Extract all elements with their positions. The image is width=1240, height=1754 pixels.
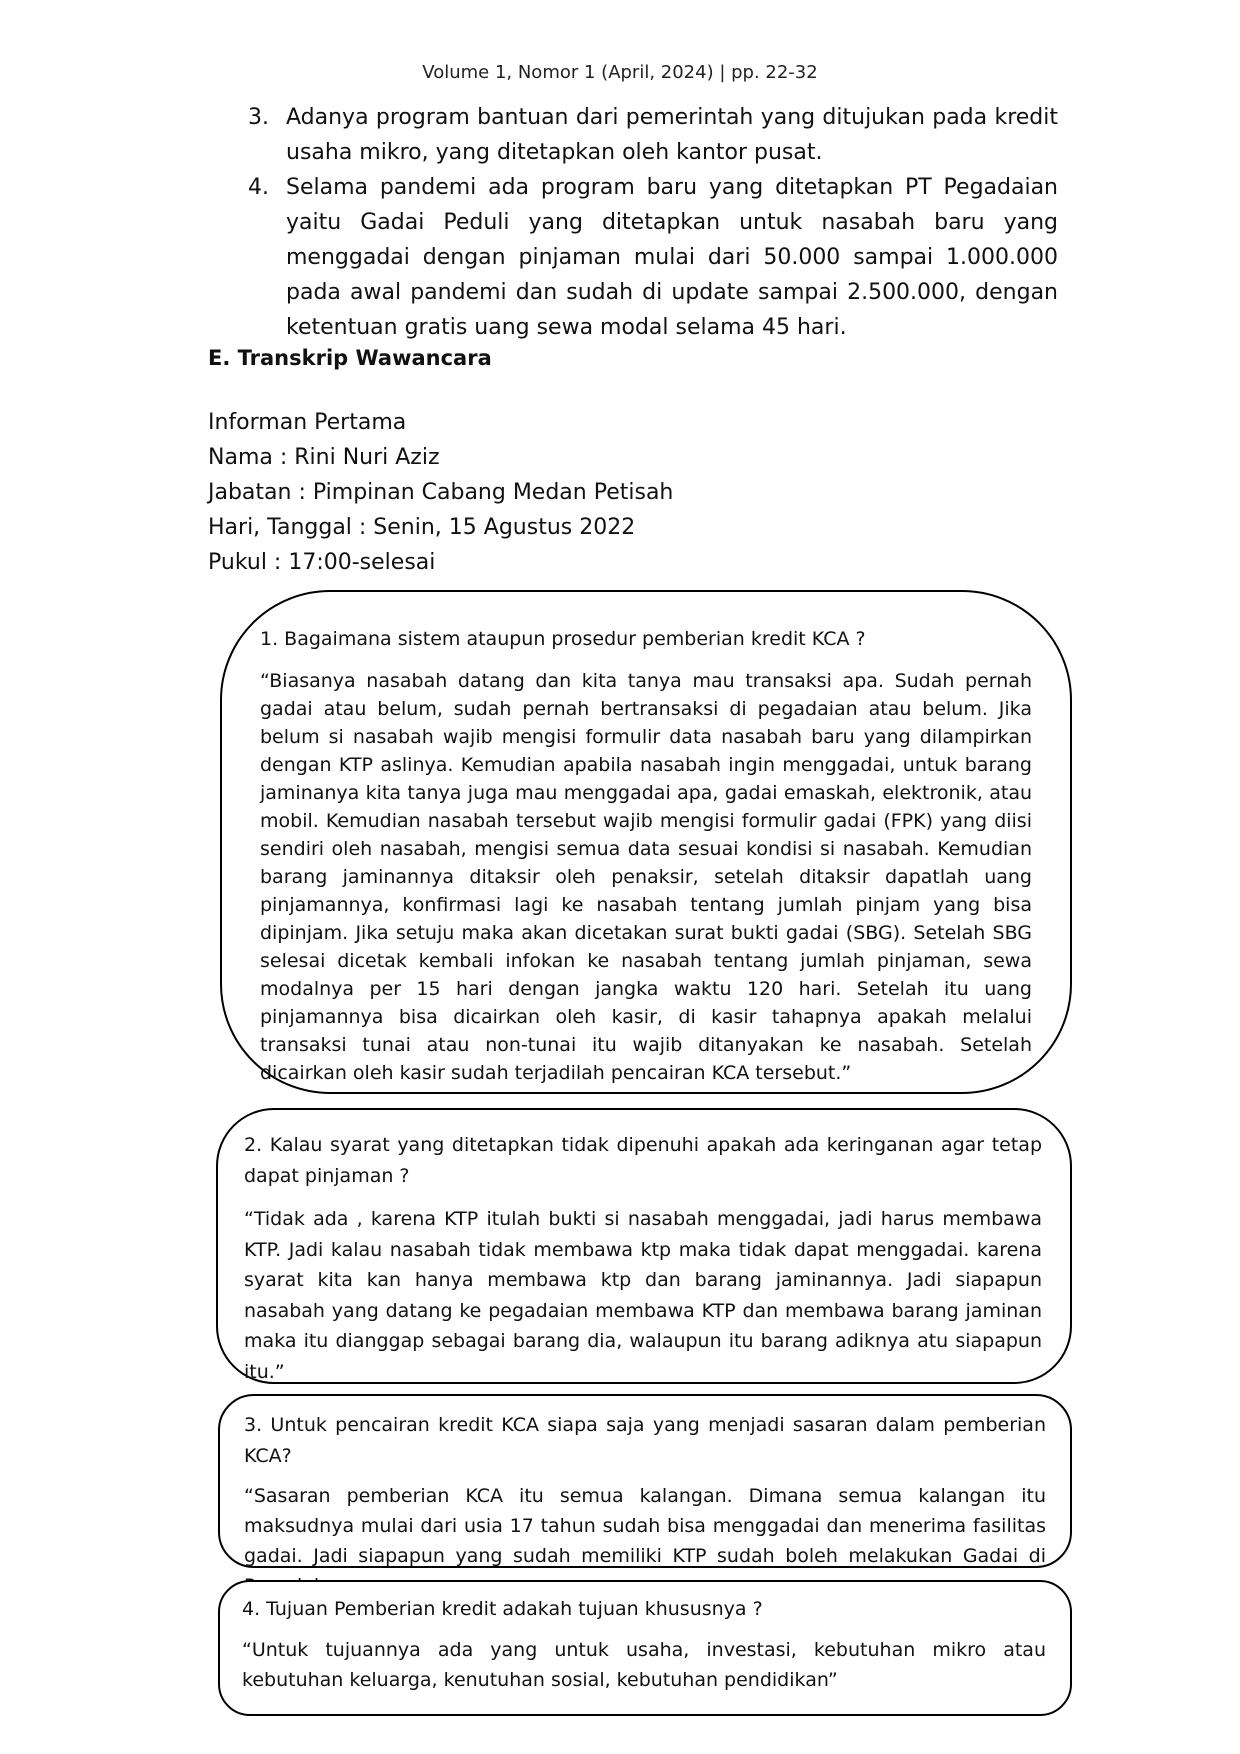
qa-box-2: [216, 1108, 1072, 1384]
qa-question: 3. Untuk pencairan kredit KCA siapa saja yang menjadi sasaran dalam pemberian KCA?: [244, 1414, 1046, 1467]
section-title: E. Transkrip Wawancara: [208, 346, 492, 370]
informant-info: [208, 405, 673, 580]
informant-label: Informan Pertama: [208, 410, 407, 435]
qa-box-3: [218, 1394, 1072, 1568]
qa-question: 2. Kalau syarat yang ditetapkan tidak dipenuhi apakah ada keringanan agar tetap dapat pinjaman ?: [244, 1134, 1042, 1187]
list-item-text: Selama pandemi ada program baru yang ditetapkan PT Pegadaian yaitu Gadai Peduli yang ditetapkan untuk nasabah baru yang menggadai dengan pinjaman mulai dari 50.000 sampai 1.000.000 pada awal pandemi dan sudah di update sampai 2.500.000, dengan ketentuan gratis uang sewa modal selama 45 hari.: [286, 175, 1058, 340]
qa-answer: “Biasanya nasabah datang dan kita tanya mau transaksi apa. Sudah pernah gadai atau belum, sudah pernah bertransaksi di pegadaian atau belum. Jika belum si nasabah wajib mengisi formulir data nasabah baru yang dilampirkan dengan KTP aslinya. Kemudian apabila nasabah ingin menggadai, untuk barang jaminanya kita tanya juga mau menggadai apa, gadai emaskah, elektronik, atau mobil. Kemudian nasabah tersebut wajib mengisi formulir gadai (FPK) yang diisi sendiri oleh nasabah, mengisi semua data sesuai kondisi si nasabah. Kemudian barang jaminannya ditaksir oleh penaksir, setelah ditaksir dapatlah uang pinjamannya, konfirmasi lagi ke nasabah tentang jumlah pinjam yang bisa dipinjam. Jika setuju maka akan dicetakan surat bukti gadai (SBG). Setelah SBG selesai dicetak kembali infokan ke nasabah tentang jumlah pinjaman, sewa modalnya per 15 hari dengan jangka waktu 120 hari. Setelah itu uang pinjamannya bisa dicairkan oleh kasir, di kasir tahapnya apakah melalui transaksi tunai atau non-tunai itu wajib ditanyakan ke nasabah. Setelah dicairkan oleh kasir sudah terjadilah pencairan KCA tersebut.”: [260, 670, 1032, 1084]
interview-time: Pukul : 17:00-selesai: [208, 550, 436, 575]
list-item: [248, 170, 1058, 345]
qa-question: 4. Tujuan Pemberian kredit adakah tujuan khususnya ?: [242, 1598, 763, 1620]
interview-date: Hari, Tanggal : Senin, 15 Agustus 2022: [208, 515, 636, 540]
numbered-list: [248, 100, 1058, 345]
list-item-number: 3.: [248, 105, 269, 130]
informant-position: Jabatan : Pimpinan Cabang Medan Petisah: [208, 480, 674, 505]
informant-name: Nama : Rini Nuri Aziz: [208, 445, 440, 470]
page-header: Volume 1, Nomor 1 (April, 2024) | pp. 22-32: [422, 62, 818, 83]
qa-answer: “Tidak ada , karena KTP itulah bukti si nasabah menggadai, jadi harus membawa KTP. Jadi kalau nasabah tidak membawa ktp maka tidak dapat menggadai. karena syarat kita kan hanya membawa ktp dan barang jaminannya. Jadi siapapun nasabah yang datang ke pegadaian membawa KTP dan membawa barang jaminan maka itu dianggap sebagai barang dia, walaupun itu barang adiknya atu siapapun itu.”: [244, 1208, 1042, 1383]
qa-question: 1. Bagaimana sistem ataupun prosedur pemberian kredit KCA ?: [260, 628, 866, 650]
list-item: [248, 100, 1058, 170]
list-item-number: 4.: [248, 175, 269, 200]
qa-box-4: [218, 1580, 1072, 1716]
qa-answer: “Sasaran pemberian KCA itu semua kalangan. Dimana semua kalangan itu maksudnya mulai dari usia 17 tahun sudah bisa menggadai dan menerima fasilitas gadai. Jadi siapapun yang sudah memiliki KTP sudah boleh melakukan Gadai di: [244, 1485, 1046, 1567]
list-item-text: Adanya program bantuan dari pemerintah yang ditujukan pada kredit usaha mikro, yang ditetapkan oleh kantor pusat.: [286, 105, 1058, 165]
qa-box-1: [220, 590, 1072, 1094]
qa-answer: “Untuk tujuannya ada yang untuk usaha, investasi, kebutuhan mikro atau kebutuhan keluarga, kenutuhan sosial, kebutuhan pendidikan”: [242, 1639, 1046, 1691]
